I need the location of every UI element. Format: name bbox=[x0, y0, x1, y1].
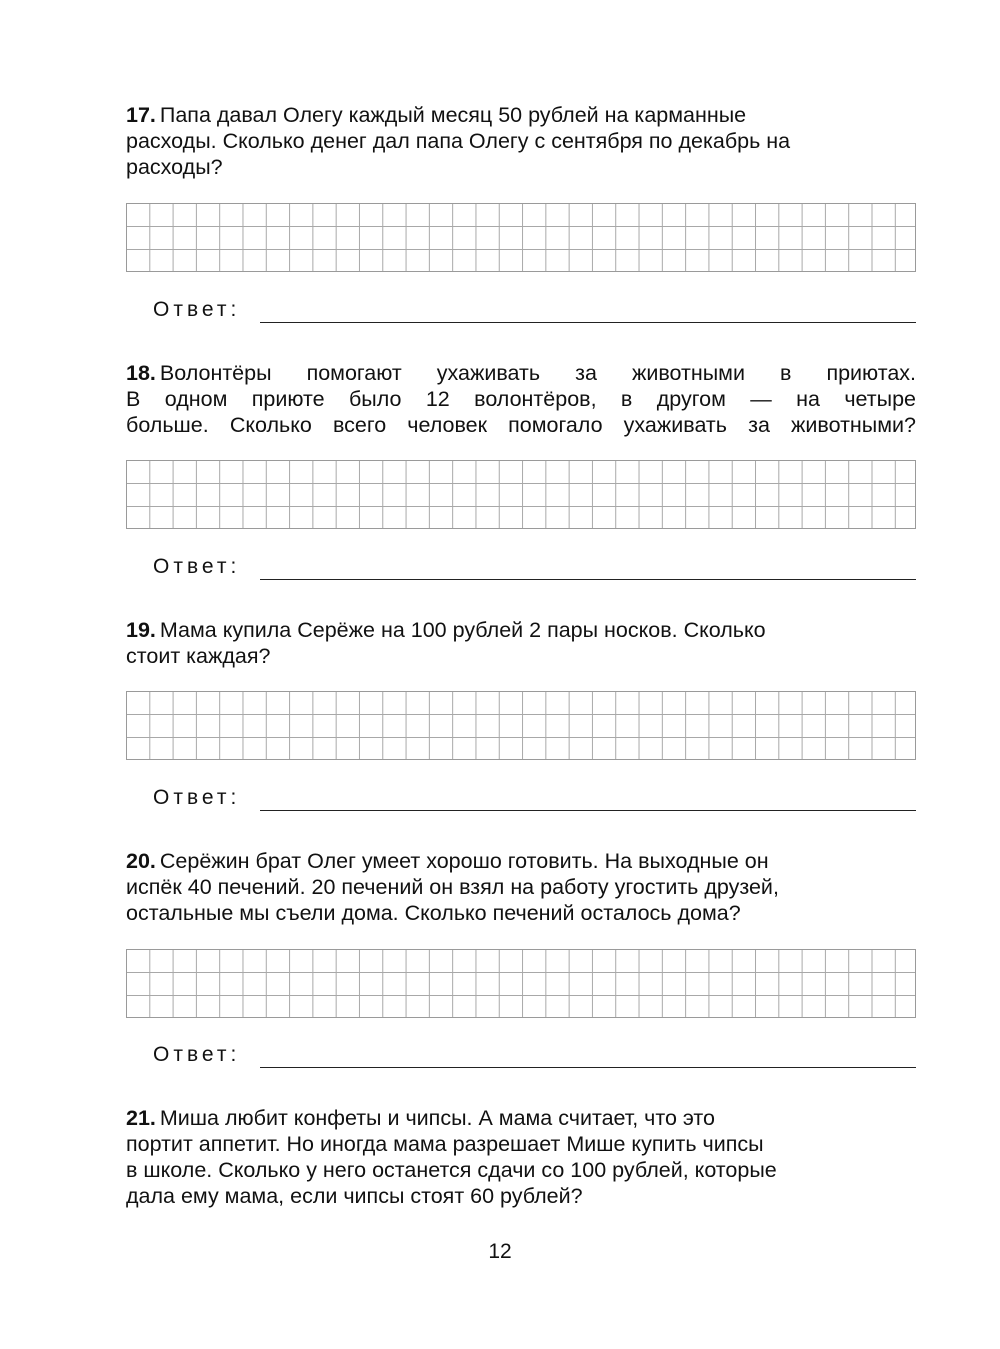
problem-19 bbox=[126, 617, 916, 669]
answer-label: Ответ: bbox=[153, 555, 241, 578]
page-number: 12 bbox=[488, 1240, 512, 1263]
problem-text-line: Серёжин брат Олег умеет хорошо готовить. На выходные он bbox=[159, 849, 769, 873]
answer-line[interactable] bbox=[260, 810, 916, 811]
problem-text-line: испёк 40 печений. 20 печений он взял на работу угостить друзей, bbox=[126, 875, 779, 899]
problem-text-line: расходы? bbox=[126, 155, 223, 179]
answer-19[interactable] bbox=[153, 786, 916, 816]
problem-20 bbox=[126, 848, 916, 926]
solution-grid-18[interactable] bbox=[126, 460, 916, 529]
problem-number: 20. bbox=[126, 849, 156, 873]
solution-grid-20[interactable] bbox=[126, 949, 916, 1018]
problem-number: 19. bbox=[126, 618, 156, 642]
problem-text-line: стоит каждая? bbox=[126, 644, 271, 668]
answer-label: Ответ: bbox=[153, 1043, 241, 1066]
answer-18[interactable] bbox=[153, 555, 916, 585]
answer-label: Ответ: bbox=[153, 786, 241, 809]
problem-text-line: Миша любит конфеты и чипсы. А мама считает, что это bbox=[159, 1106, 715, 1130]
problem-18 bbox=[126, 360, 916, 438]
problem-text-line: больше. Сколько всего человек помогало ухаживать за животными? bbox=[126, 413, 916, 437]
answer-20[interactable] bbox=[153, 1043, 916, 1073]
answer-line[interactable] bbox=[260, 579, 916, 580]
problem-text-line: Мама купила Серёже на 100 рублей 2 пары носков. Сколько bbox=[159, 618, 766, 642]
solution-grid-17[interactable] bbox=[126, 203, 916, 272]
solution-grid-19[interactable] bbox=[126, 691, 916, 760]
problem-number: 17. bbox=[126, 103, 156, 127]
problem-text-line: Папа давал Олегу каждый месяц 50 рублей на карманные bbox=[159, 103, 747, 127]
problem-text-line: расходы. Сколько денег дал папа Олегу с сентября по декабрь на bbox=[126, 129, 791, 153]
problem-text-line: портит аппетит. Но иногда мама разрешает Мише купить чипсы bbox=[126, 1132, 764, 1156]
problem-text-line: остальные мы съели дома. Сколько печений осталось дома? bbox=[126, 901, 741, 925]
problem-text-line: в школе. Сколько у него останется сдачи со 100 рублей, которые bbox=[126, 1158, 777, 1182]
problem-text-line: В одном приюте было 12 волонтёров, в другом — на четыре bbox=[126, 387, 916, 411]
answer-17[interactable] bbox=[153, 298, 916, 328]
problem-17 bbox=[126, 102, 916, 180]
problem-number: 21. bbox=[126, 1106, 156, 1130]
problem-number: 18. bbox=[126, 361, 156, 385]
answer-line[interactable] bbox=[260, 1067, 916, 1068]
answer-line[interactable] bbox=[260, 322, 916, 323]
problem-21 bbox=[126, 1105, 916, 1209]
problem-text-line: дала ему мама, если чипсы стоят 60 рублей? bbox=[126, 1184, 583, 1208]
problem-text-line: Волонтёры помогают ухаживать за животными в приютах. bbox=[159, 361, 916, 385]
answer-label: Ответ: bbox=[153, 298, 241, 321]
